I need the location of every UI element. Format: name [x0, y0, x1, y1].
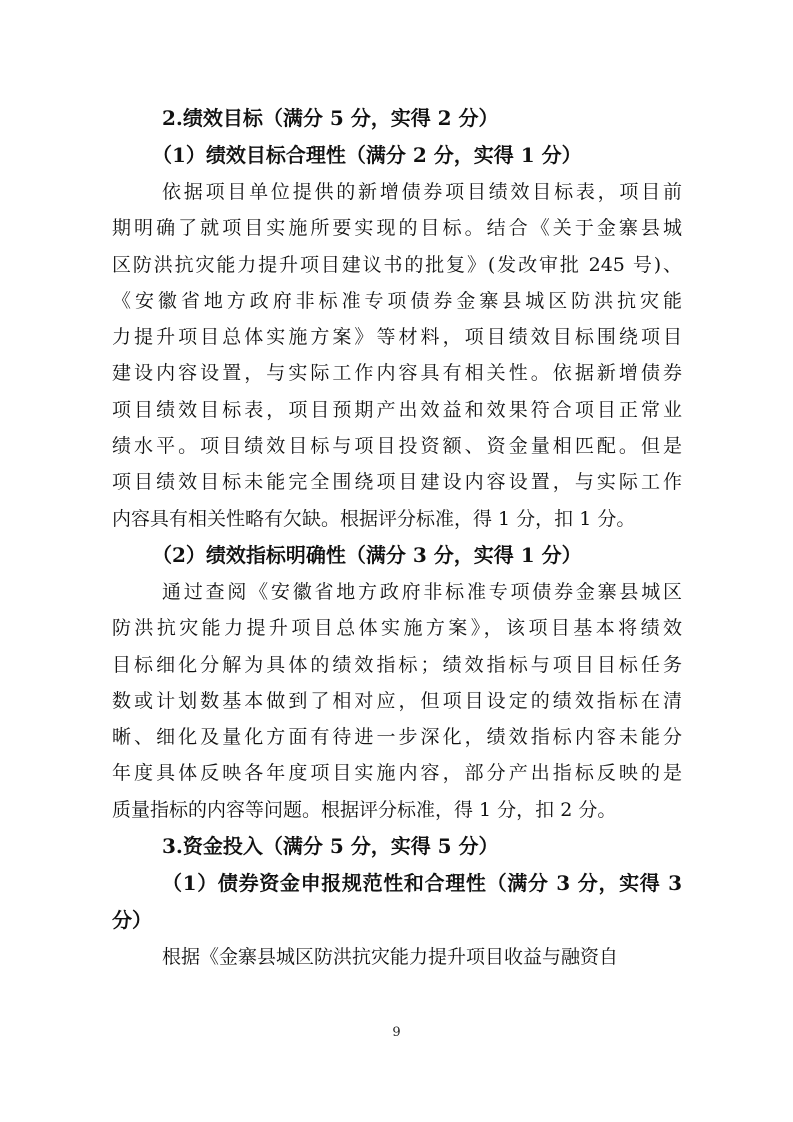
subsection-heading-2-2: （2）绩效指标明确性（满分 3 分，实得 1 分）	[152, 542, 582, 567]
subsection-heading-3-1	[112, 865, 682, 939]
paragraph-line: 晰、细化及量化方面有待进一步深化，绩效指标内容未能分	[112, 726, 682, 749]
paragraph-line: 质量指标的内容等问题。根据评分标准，得 1 分，扣 2 分。	[112, 798, 617, 821]
heading-line: 分）	[112, 908, 152, 933]
paragraph-line: 根据《金寨县城区防洪抗灾能力提升项目收益与融资自	[162, 946, 619, 969]
paragraph-line: 建设内容设置，与实际工作内容具有相关性。依据新增债券	[112, 362, 682, 385]
section-heading-2: 2.绩效目标（满分 5 分，实得 2 分）	[162, 106, 499, 130]
heading-line: （1）债券资金申报规范性和合理性（满分 3 分，实得 3	[162, 871, 682, 896]
paragraph-line: 内容具有相关性略有欠缺。根据评分标准，得 1 分，扣 1 分。	[112, 507, 636, 530]
paragraph-line: 依据项目单位提供的新增债券项目绩效目标表，项目前	[162, 181, 682, 203]
paragraph-line: 通过查阅《安徽省地方政府非标准专项债券金寨县城区	[162, 580, 682, 603]
paragraph-line: 项目绩效目标未能完全围绕项目建设内容设置，与实际工作	[112, 471, 682, 494]
section-heading-3: 3.资金投入（满分 5 分，实得 5 分）	[162, 834, 499, 859]
paragraph-line: 目标细化分解为具体的绩效指标；绩效指标与项目目标任务	[112, 653, 682, 676]
paragraph-line: 力提升项目总体实施方案》等材料，项目绩效目标围绕项目	[112, 326, 682, 349]
page-number: 9	[392, 1025, 401, 1040]
paragraph-line: 项目绩效目标表，项目预期产出效益和效果符合项目正常业	[112, 398, 682, 421]
page-content	[112, 100, 682, 975]
paragraph-line: 期明确了就项目实施所要实现的目标。结合《关于金寨县城	[112, 217, 682, 240]
paragraph-line: 《安徽省地方政府非标准专项债券金寨县城区防洪抗灾能	[112, 289, 682, 312]
paragraph-2-2	[112, 574, 682, 828]
paragraph-line: 绩水平。项目绩效目标与项目投资额、资金量相匹配。但是	[112, 435, 682, 458]
paragraph-2-1	[112, 174, 682, 537]
paragraph-line: 防洪抗灾能力提升项目总体实施方案》，该项目基本将绩效	[112, 617, 682, 640]
paragraph-3-1	[112, 939, 682, 975]
paragraph-line: 年度具体反映各年度项目实施内容，部分产出指标反映的是	[112, 762, 682, 785]
subsection-heading-2-1: （1）绩效目标合理性（满分 2 分，实得 1 分）	[152, 143, 582, 167]
paragraph-line: 区防洪抗灾能力提升项目建议书的批复》(发改审批 245 号)、	[112, 253, 682, 276]
paragraph-line: 数或计划数基本做到了相对应，但项目设定的绩效指标在清	[112, 689, 682, 712]
